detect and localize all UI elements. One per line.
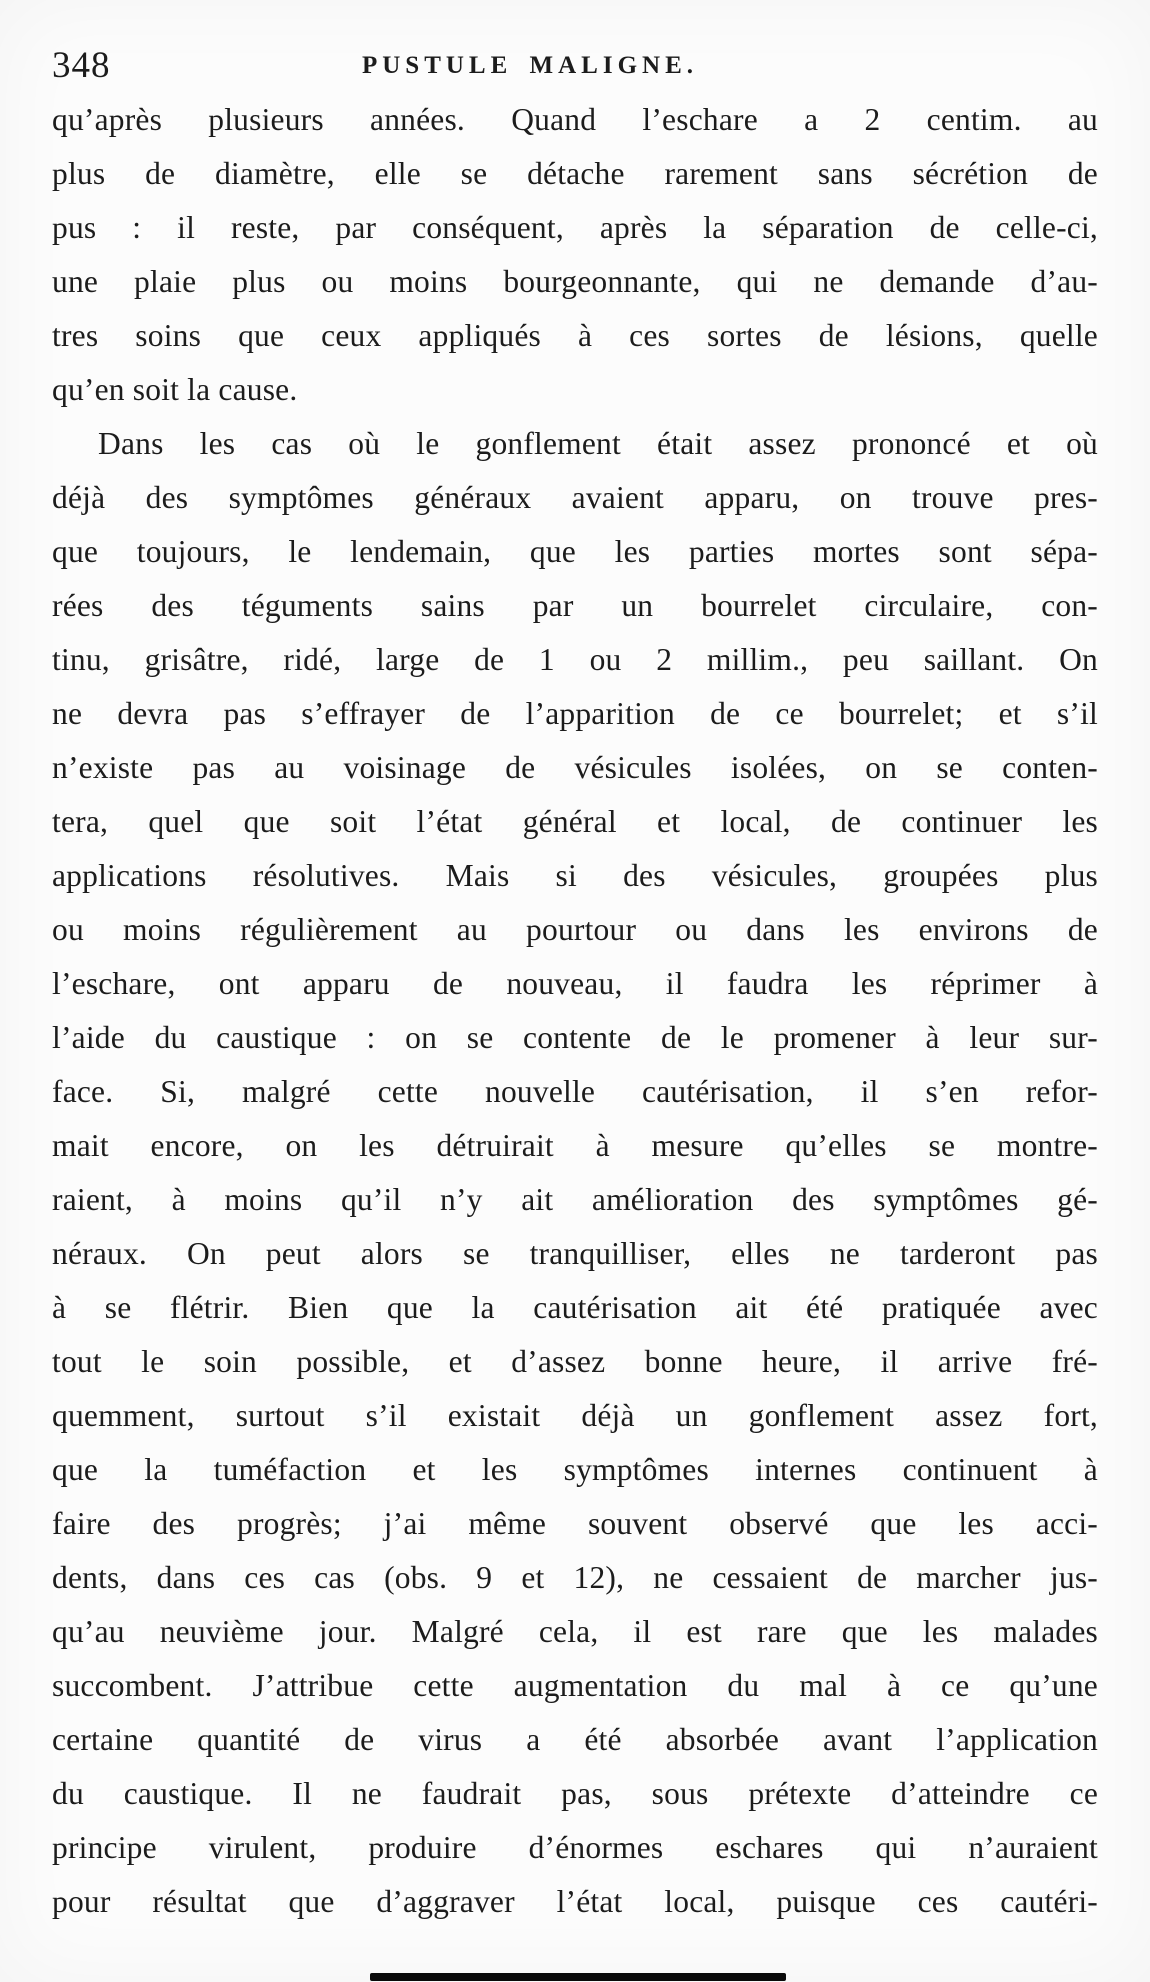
text-line: l’eschare, ont apparu de nouveau, il faudra les réprimer à (52, 966, 1098, 1001)
text-line: qu’après plusieurs années. Quand l’eschare a 2 centim. au (52, 102, 1098, 137)
text-line: pus : il reste, par conséquent, après la séparation de celle-ci, (52, 210, 1098, 245)
text-line: l’aide du caustique : on se contente de le promener à leur sur- (52, 1020, 1098, 1055)
text-line: Dans les cas où le gonflement était assez prononcé et où (98, 426, 1098, 461)
text-line: ou moins régulièrement au pourtour ou dans les environs de (52, 912, 1098, 947)
text-line: néraux. On peut alors se tranquilliser, elles ne tarderont pas (52, 1236, 1098, 1271)
text-line: n’existe pas au voisinage de vésicules isolées, on se conten- (52, 750, 1098, 785)
bottom-bar-artifact (370, 1973, 786, 1981)
text-line: qu’en soit la cause. (52, 372, 298, 407)
page-number: 348 (52, 45, 111, 86)
text-line: à se flétrir. Bien que la cautérisation ait été pratiquée avec (52, 1290, 1098, 1325)
text-line: face. Si, malgré cette nouvelle cautérisation, il s’en refor- (52, 1074, 1098, 1109)
text-line: rées des téguments sains par un bourrelet circulaire, con- (52, 588, 1098, 623)
text-line: que la tuméfaction et les symptômes internes continuent à (52, 1452, 1098, 1487)
text-line: quemment, surtout s’il existait déjà un gonflement assez fort, (52, 1398, 1098, 1433)
text-line: applications résolutives. Mais si des vésicules, groupées plus (52, 858, 1098, 893)
text-line: déjà des symptômes généraux avaient apparu, on trouve pres- (52, 480, 1098, 515)
text-line: tout le soin possible, et d’assez bonne heure, il arrive fré- (52, 1344, 1098, 1379)
text-line: dents, dans ces cas (obs. 9 et 12), ne cessaient de marcher jus- (52, 1560, 1098, 1595)
text-line: pour résultat que d’aggraver l’état local, puisque ces cautéri- (52, 1884, 1098, 1919)
text-line: certaine quantité de virus a été absorbée avant l’application (52, 1722, 1098, 1757)
page-header (52, 44, 1098, 88)
text-line: plus de diamètre, elle se détache rarement sans sécrétion de (52, 156, 1098, 191)
running-title: PUSTULE MALIGNE. (361, 52, 699, 79)
text-line: mait encore, on les détruirait à mesure qu’elles se montre- (52, 1128, 1098, 1163)
page-body (52, 93, 1098, 1929)
text-line: succombent. J’attribue cette augmentation du mal à ce qu’une (52, 1668, 1098, 1703)
text-line: faire des progrès; j’ai même souvent observé que les acci- (52, 1506, 1098, 1541)
text-line: ne devra pas s’effrayer de l’apparition de ce bourrelet; et s’il (52, 696, 1098, 731)
text-line: que toujours, le lendemain, que les parties mortes sont sépa- (52, 534, 1098, 569)
text-line: tres soins que ceux appliqués à ces sortes de lésions, quelle (52, 318, 1098, 353)
text-line: qu’au neuvième jour. Malgré cela, il est rare que les malades (52, 1614, 1098, 1649)
text-line: tinu, grisâtre, ridé, large de 1 ou 2 millim., peu saillant. On (52, 642, 1098, 677)
text-line: tera, quel que soit l’état général et local, de continuer les (52, 804, 1098, 839)
text-line: principe virulent, produire d’énormes eschares qui n’auraient (52, 1830, 1098, 1865)
text-line: une plaie plus ou moins bourgeonnante, qui ne demande d’au- (52, 264, 1098, 299)
text-line: raient, à moins qu’il n’y ait amélioration des symptômes gé- (52, 1182, 1098, 1217)
text-line: du caustique. Il ne faudrait pas, sous prétexte d’atteindre ce (52, 1776, 1098, 1811)
